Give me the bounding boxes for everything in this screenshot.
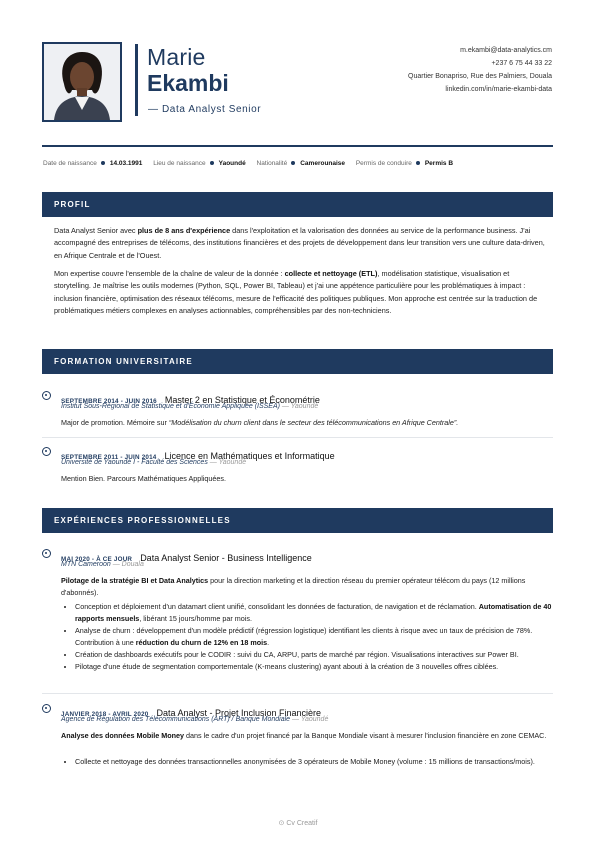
license: Permis B <box>424 160 454 167</box>
contact-phone: +237 6 75 44 33 22 <box>491 60 552 67</box>
entry-title: Data Analyst - Projet Inclusion Financière <box>156 708 322 718</box>
birth-place-label: Lieu de naissance <box>153 160 206 167</box>
entry-highlight: Analyse des données Mobile Money <box>61 731 185 740</box>
timeline-marker-icon <box>42 391 51 400</box>
timeline-marker-icon <box>42 549 51 558</box>
section-experience-heading: EXPÉRIENCES PROFESSIONNELLES <box>42 508 553 533</box>
item-highlight: réduction du churn de 12% en 18 mois <box>135 638 268 647</box>
org-location: — Yaoundé <box>207 459 247 466</box>
dot-icon <box>416 161 420 165</box>
profile-highlight: collecte et nettoyage (ETL) <box>284 269 378 278</box>
footer-credit[interactable]: ⊙ Cv Creatif <box>278 820 318 827</box>
entry-date: JANVIER 2018 - AVRIL 2020 <box>61 711 149 718</box>
job-title: — Data Analyst Senior <box>148 104 262 115</box>
contact-block <box>408 44 552 96</box>
nationality-label: Nationalité <box>256 160 288 167</box>
portrait-image <box>44 44 120 120</box>
birth-date-label: Date de naissance <box>43 160 97 167</box>
entry-highlight: Pilotage de la stratégie BI et Data Analytics <box>61 576 209 585</box>
list-item: • Collecte et nettoyage des données transactionnelles anonymisées de 3 opérateurs de Mobile Money (volume : 15 millions de transactions/mois). <box>75 756 567 768</box>
entry-organization <box>61 403 318 410</box>
timeline-marker-icon <box>42 704 51 713</box>
profile-text: Data Analyst Senior avec <box>54 226 138 235</box>
entry-organization <box>61 716 328 723</box>
contact-email[interactable]: m.ekambi@data-analytics.cm <box>460 47 552 54</box>
entry-title: Licence en Mathématiques et Informatique <box>164 451 335 461</box>
entry-title: Data Analyst Senior - Business Intelligence <box>140 553 312 563</box>
list-item: • Création de dashboards exécutifs pour le CODIR : suivi du CA, ARPU, parts de marché par région. Visualisations interactives sur Power BI. <box>75 649 567 661</box>
list-item: • Pilotage d'une étude de segmentation comportementale (K-means clustering) ayant abouti à la création de 3 nouvelles offres ciblées. <box>75 661 567 673</box>
profile-text: Mon expertise couvre l'ensemble de la chaîne de valeur de la donnée : <box>54 269 285 278</box>
profile-highlight: plus de 8 ans d'expérience <box>137 226 231 235</box>
profile-paragraph-2 <box>54 268 548 317</box>
org-location: — Douala <box>110 561 144 568</box>
achievement-list <box>61 601 567 673</box>
item-text: Analyse de churn : développement d'un modèle prédictif (régression logistique) identifiant les clients à risque avec un taux de précision de 78%. Contribution à une <box>75 626 533 647</box>
birth-date: 14.03.1991 <box>109 160 143 167</box>
profile-photo <box>42 42 122 122</box>
item-text: . <box>267 638 270 647</box>
nationality: Camerounaise <box>300 160 346 167</box>
name-accent-bar <box>135 44 138 116</box>
org-name: Agence de Régulation des Télécommunications (ART) / Banque Mondiale <box>61 716 291 723</box>
contact-linkedin[interactable]: linkedin.com/in/marie-ekambi-data <box>445 86 552 93</box>
org-location: — Yaoundé <box>279 403 319 410</box>
birth-place: Yaoundé <box>218 160 246 167</box>
entry-text: Major de promotion. Mémoire sur <box>61 418 169 427</box>
list-item <box>75 625 567 649</box>
org-name: Institut Sous-Régional de Statistique et d'Économie Appliquée (ISSEA) <box>61 403 280 410</box>
section-education-heading: FORMATION UNIVERSITAIRE <box>42 349 553 374</box>
entry-date: MAI 2020 - À CE JOUR <box>61 556 133 563</box>
profile-paragraph-1 <box>54 225 548 262</box>
section-profile-heading: PROFIL <box>42 192 553 217</box>
entry-date: SEPTEMBRE 2011 - JUIN 2014 <box>61 454 157 461</box>
dot-icon <box>291 161 295 165</box>
contact-address: Quartier Bonapriso, Rue des Palmiers, Douala <box>408 73 552 80</box>
entry-description <box>61 730 551 742</box>
dot-icon <box>210 161 214 165</box>
entry-description: Mention Bien. Parcours Mathématiques Appliquées. <box>61 474 227 483</box>
item-highlight: Automatisation de 40 rapports mensuels <box>75 602 552 623</box>
entry-description <box>61 575 551 600</box>
personal-info-line <box>43 160 462 167</box>
timeline-marker-icon <box>42 447 51 456</box>
entry-text: dans le cadre d'un projet financé par la Banque Mondiale visant à mesurer l'inclusion financière en zone CEMAC. <box>184 731 547 740</box>
dot-icon <box>101 161 105 165</box>
last-name: Ekambi <box>147 70 229 96</box>
org-location: — Yaoundé <box>290 716 329 723</box>
item-text: , libérant 15 jours/homme par mois. <box>139 614 252 623</box>
header-divider <box>42 145 553 147</box>
entry-title: Master 2 en Statistique et Économétrie <box>164 395 320 405</box>
item-text: Conception et déploiement d'un datamart client unifié, consolidant les données de facturation, de navigation et de réclamation. <box>75 602 479 611</box>
entry-date: SEPTEMBRE 2014 - JUIN 2016 <box>61 398 157 405</box>
profile-text: dans l'exploitation et la valorisation des données au service de la performance business. J'ai accompagné des entreprises de télécoms, des institutions financières et des projets de développement dans leur transition vers une culture data-driven, en Afrique Centrale et de l'Ouest. <box>54 226 545 260</box>
org-name: MTN Cameroon <box>61 561 111 568</box>
first-name: Marie <box>147 44 206 70</box>
license-label: Permis de conduire <box>355 160 412 167</box>
entry-text: pour la direction marketing et la direction réseau du premier opérateur télécom du pays (12 millions d'abonnés). <box>61 576 526 598</box>
org-name: Université de Yaoundé I - Faculté des Sciences <box>61 459 208 466</box>
entry-separator <box>42 437 553 438</box>
thesis-title: “Modélisation du churn client dans le secteur des télécommunications en Afrique Centrale”. <box>168 418 459 427</box>
achievement-list <box>61 756 567 768</box>
entry-organization <box>61 459 246 466</box>
list-item <box>75 601 567 625</box>
entry-description <box>61 417 551 429</box>
profile-text: , modélisation statistique, visualisation et storytelling. Je maîtrise les outils modernes (Python, SQL, Power BI, Tableau) et j'ai une appétence particulière pour les problématiques à impact : inclusion financière, optimisation des réseaux télécoms, mesure de l'efficacité des politiques publiques. Mon approche est centrée sur la traduction de problématiques métiers complexes en analyses actionnables, compréhensibles par des non-techniciens. <box>54 269 538 315</box>
entry-organization <box>61 561 144 568</box>
entry-separator <box>42 693 553 694</box>
